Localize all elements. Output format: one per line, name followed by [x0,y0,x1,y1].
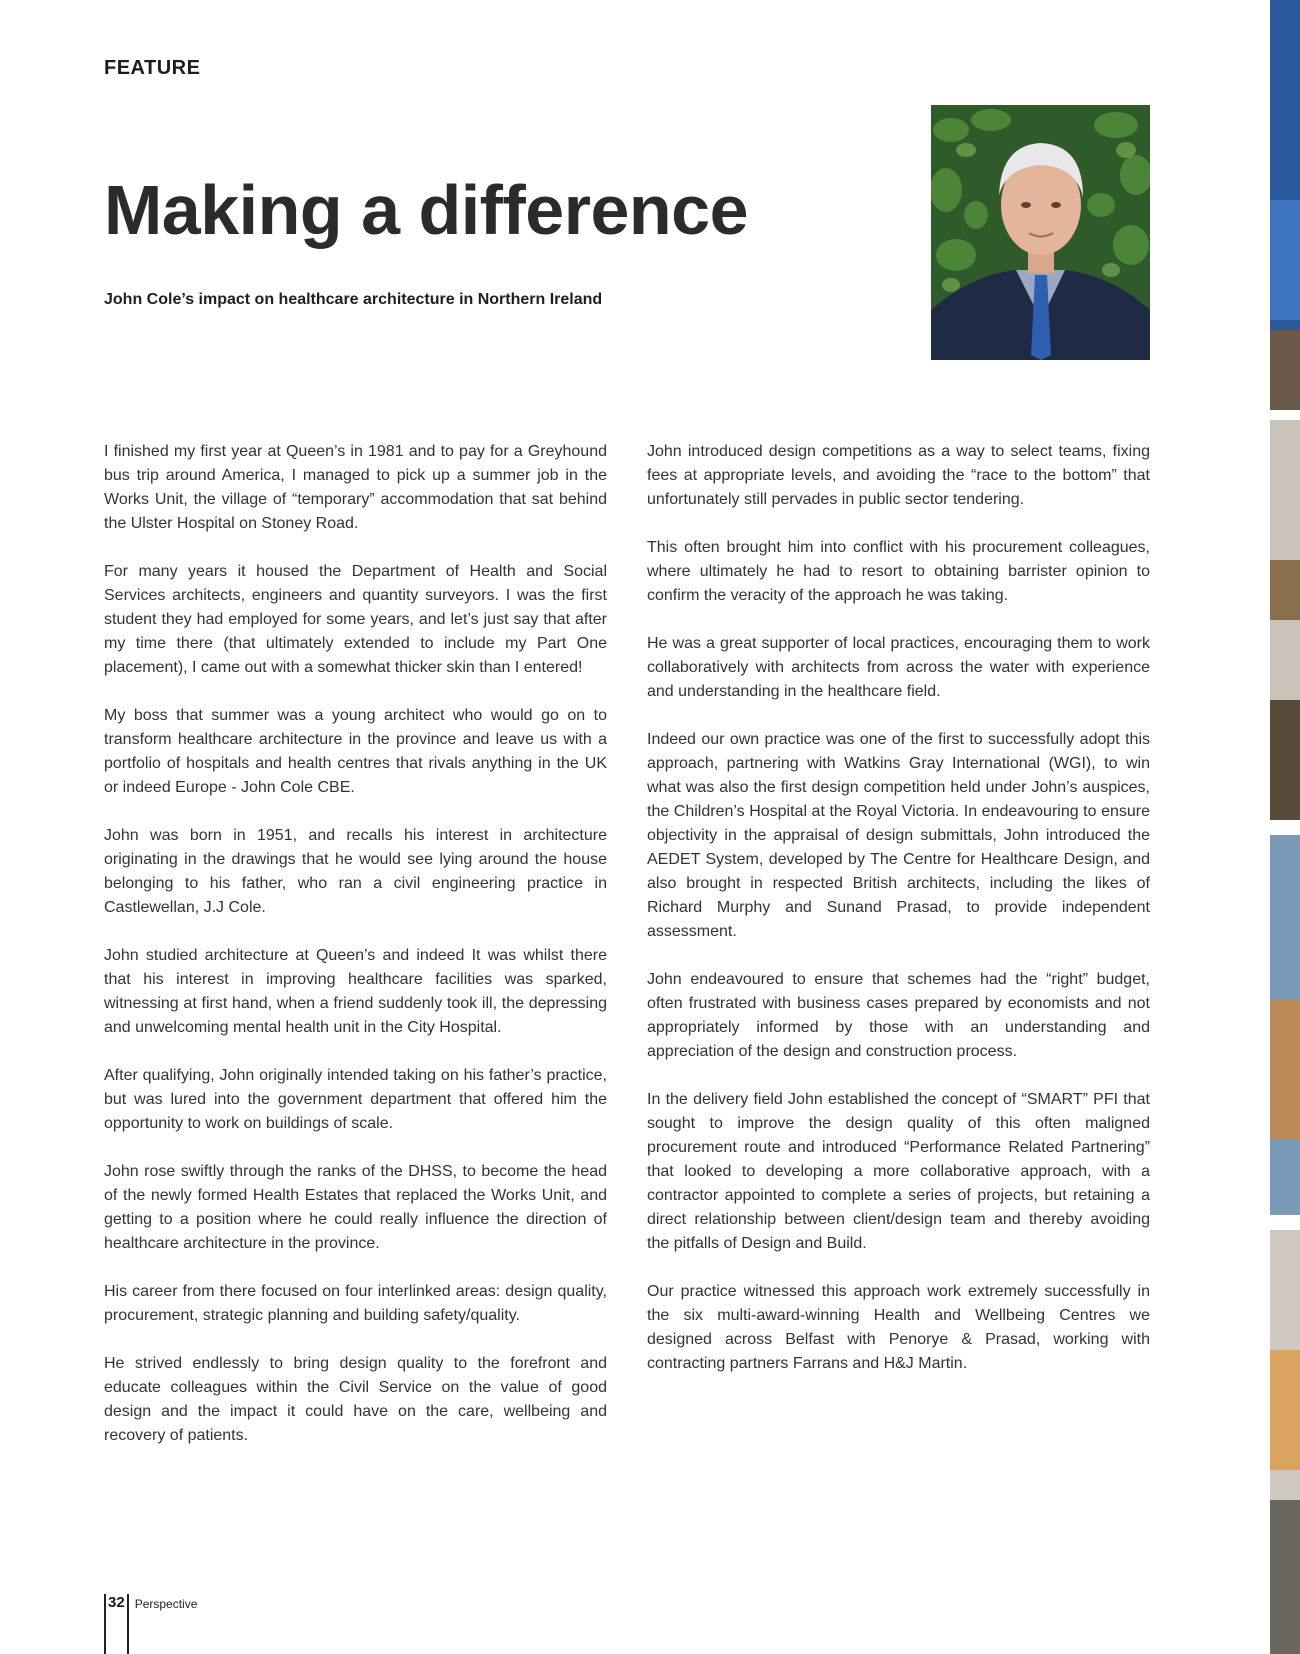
article-column-right [647,440,1150,1400]
page-title: Making a difference [104,171,749,249]
paragraph: He was a great supporter of local practices, encouraging them to work collaboratively with architects from across the water with experience and understanding in the healthcare field. [647,635,1150,700]
paragraph: His career from there focused on four interlinked areas: design quality, procurement, strategic planning and building safety/quality. [104,1283,607,1324]
adjacent-page-photo-strip [1270,0,1300,1654]
paragraph: I finished my first year at Queen’s in 1981 and to pay for a Greyhound bus trip around America, I managed to pick up a summer job in the Works Unit, the village of “temporary” accommodation that sat behind the Ulster Hospital on Stoney Road. [104,443,607,532]
paragraph: John endeavoured to ensure that schemes had the “right” budget, often frustrated with business cases prepared by economists and not appropriately informed by those with an understanding and appreciation of the design and construction process. [647,971,1150,1060]
section-label: FEATURE [104,57,201,79]
paragraph: He strived endlessly to bring design quality to the forefront and educate colleagues within the Civil Service on the value of good design and the impact it could have on the care, wellbeing and recovery of patients. [104,1355,607,1444]
author-portrait-photo [931,105,1150,360]
page-footer [104,1594,197,1654]
paragraph: Indeed our own practice was one of the first to successfully adopt this approach, partnering with Watkins Gray International (WGI), to win what was also the first design competition held under John’s auspices, the Children’s Hospital at the Royal Victoria. In endeavouring to ensure objectivity in the appraisal of design submittals, John introduced the AEDET System, developed by The Centre for Healthcare Design, and also brought in respected British architects, including the likes of Richard Murphy and Sunand Prasad, to provide independent assessment. [647,731,1150,940]
paragraph: John rose swiftly through the ranks of the DHSS, to become the head of the newly formed Health Estates that replaced the Works Unit, and getting to a position where he could really influence the direction of healthcare architecture in the province. [104,1163,607,1252]
paragraph: John introduced design competitions as a way to select teams, fixing fees at appropriate levels, and avoiding the “race to the bottom” that unfortunately still pervades in public sector tendering. [647,443,1150,508]
paragraph: Our practice witnessed this approach work extremely successfully in the six multi-award-winning Health and Wellbeing Centres we designed across Belfast with Penorye & Prasad, working with contracting partners Farrans and H&J Martin. [647,1283,1150,1372]
paragraph: John studied architecture at Queen’s and indeed It was whilst there that his interest in improving healthcare facilities was sparked, witnessing at first hand, when a friend suddenly took ill, the depressing and unwelcoming mental health unit in the City Hospital. [104,947,607,1036]
paragraph: John was born in 1951, and recalls his interest in architecture originating in the drawings that he would see lying around the house belonging to his father, who ran a civil engineering practice in Castlewellan, J.J Cole. [104,827,607,916]
paragraph: My boss that summer was a young architect who would go on to transform healthcare architecture in the province and leave us with a portfolio of hospitals and health centres that rivals anything in the UK or indeed Europe - John Cole CBE. [104,707,607,796]
magazine-name: Perspective [134,1597,198,1611]
page-number: 32 [104,1594,129,1654]
article-column-left [104,440,607,1472]
paragraph: For many years it housed the Department of Health and Social Services architects, engineers and quantity surveyors. I was the first student they had employed for some years, and let’s just say that after my time there (that ultimately extended to include my Part One placement), I came out with a somewhat thicker skin than I entered! [104,563,607,676]
paragraph: After qualifying, John originally intended taking on his father’s practice, but was lured into the government department that offered him the opportunity to work on buildings of scale. [104,1067,607,1132]
paragraph: This often brought him into conflict with his procurement colleagues, where ultimately he had to resort to obtaining barrister opinion to confirm the veracity of the approach he was taking. [647,539,1150,604]
paragraph: In the delivery field John established the concept of “SMART” PFI that sought to improve the design quality of this often maligned procurement route and introduced “Performance Related Partnering” that looked to developing a more collaborative approach, with a contractor appointed to complete a series of projects, but retaining a direct relationship between client/design team and thereby avoiding the pitfalls of Design and Build. [647,1091,1150,1252]
article-subtitle: John Cole’s impact on healthcare architecture in Northern Ireland [104,291,603,308]
